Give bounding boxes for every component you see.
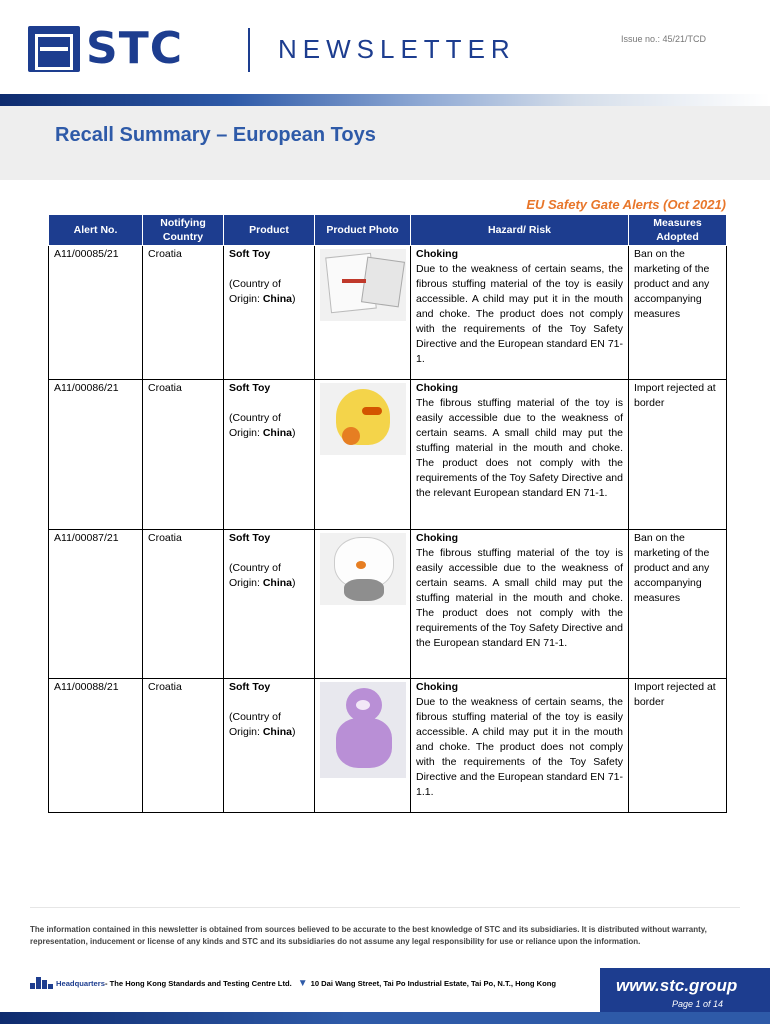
product-name: Soft Toy <box>229 532 271 544</box>
notifying-country: Croatia <box>143 380 224 530</box>
stc-logo-icon <box>28 26 80 72</box>
hq-label: Headquarters <box>56 978 105 988</box>
origin-suffix: ) <box>292 293 296 305</box>
hazard-title: Choking <box>416 532 458 544</box>
location-pin-icon: ▼ <box>297 977 308 989</box>
product-cell <box>224 380 315 530</box>
hazard-cell <box>411 380 629 530</box>
hq-company: - The Hong Kong Standards and Testing Centre Ltd. <box>104 978 292 988</box>
table-row <box>49 246 727 380</box>
alert-number: A11/00087/21 <box>49 530 143 679</box>
hazard-description: Due to the weakness of certain seams, the fibrous stuffing material of the toy is easily accessible. A child may put it in the mouth and choke. The product does not comply with the requirements of the Toy Safety Directive and the European standard EN 71-1. <box>416 263 623 365</box>
photo-cell <box>315 679 411 813</box>
table-row <box>49 679 727 813</box>
section-heading: EU Safety Gate Alerts (Oct 2021) <box>526 197 726 212</box>
product-name: Soft Toy <box>229 382 271 394</box>
alert-number: A11/00085/21 <box>49 246 143 380</box>
origin-country: China <box>262 726 293 738</box>
col-header-product: Product <box>224 215 315 246</box>
col-header-hazard: Hazard/ Risk <box>411 215 629 246</box>
photo-cell <box>315 246 411 380</box>
col-header-country: Notifying Country <box>143 215 224 246</box>
hazard-description: The fibrous stuffing material of the toy is easily accessible due to the weakness of certain seams. A small child may put the stuffing material in the mouth and choke. The product does not comply with the requirements of the Toy Safety Directive and the European standard EN 71-1. <box>416 547 623 649</box>
hazard-description: The fibrous stuffing material of the toy is easily accessible due to the weakness of certain seams. A small child may put the stuffing material in the mouth and choke. The product does not comply with the requirements of the Toy Safety Directive and the relevant European standard EN 71-1. <box>416 397 623 499</box>
product-photo <box>320 682 406 778</box>
origin-suffix: ) <box>292 427 296 439</box>
notifying-country: Croatia <box>143 246 224 380</box>
photo-cell <box>315 530 411 679</box>
origin-prefix: (Country of Origin: <box>229 412 281 439</box>
page-title: Recall Summary – European Toys <box>55 124 376 146</box>
header-band <box>0 94 770 106</box>
photo-cell <box>315 380 411 530</box>
origin-prefix: (Country of Origin: <box>229 711 281 738</box>
hazard-cell <box>411 679 629 813</box>
page-number: Page 1 of 14 <box>672 999 724 1009</box>
hazard-title: Choking <box>416 681 458 693</box>
website-link[interactable]: www.stc.group <box>616 976 738 995</box>
measures-adopted: Import rejected at border <box>629 380 727 530</box>
hazard-cell <box>411 246 629 380</box>
origin-suffix: ) <box>292 577 296 589</box>
disclaimer-text: The information contained in this newsletter is obtained from sources believed to be accurate to the best knowledge of STC and its subsidiaries. It is distributed without warranty, representation, inducement or license of any kinds and STC and its subsidiaries do not assume any legal responsibility for use or reliance upon the information. <box>30 925 707 946</box>
measures-adopted: Ban on the marketing of the product and any accompanying measures <box>629 530 727 679</box>
product-name: Soft Toy <box>229 248 271 260</box>
headquarters-line <box>30 977 556 989</box>
notifying-country: Croatia <box>143 679 224 813</box>
hazard-cell <box>411 530 629 679</box>
measures-adopted: Ban on the marketing of the product and any accompanying measures <box>629 246 727 380</box>
product-name: Soft Toy <box>229 681 271 693</box>
page-header <box>0 0 770 96</box>
product-cell <box>224 679 315 813</box>
origin-country: China <box>262 293 293 305</box>
alert-number: A11/00086/21 <box>49 380 143 530</box>
origin-suffix: ) <box>292 726 296 738</box>
table-header-row <box>49 215 727 246</box>
table-row <box>49 530 727 679</box>
table-row <box>49 380 727 530</box>
hq-address: 10 Dai Wang Street, Tai Po Industrial Estate, Tai Po, N.T., Hong Kong <box>310 978 557 988</box>
origin-prefix: (Country of Origin: <box>229 562 281 589</box>
hazard-title: Choking <box>416 382 458 394</box>
col-header-measures: Measures Adopted <box>629 215 727 246</box>
col-header-alert: Alert No. <box>49 215 143 246</box>
hazard-description: Due to the weakness of certain seams, the fibrous stuffing material of the toy is easily accessible. A child may put it in the mouth and choke. The product does not comply with the requirements of the Toy Safety Directive and the European standard EN 71-1.1. <box>416 696 623 798</box>
header-divider <box>248 28 250 72</box>
product-cell <box>224 530 315 679</box>
brand-name: STC <box>86 23 183 74</box>
alert-number: A11/00088/21 <box>49 679 143 813</box>
product-photo <box>320 249 406 321</box>
footer-band <box>0 1012 770 1024</box>
stc-logo <box>28 23 183 74</box>
col-header-photo: Product Photo <box>315 215 411 246</box>
recall-table <box>48 214 727 813</box>
footer-divider <box>30 907 740 908</box>
newsletter-label: NEWSLETTER <box>278 34 516 64</box>
notifying-country: Croatia <box>143 530 224 679</box>
origin-prefix: (Country of Origin: <box>229 278 281 305</box>
hazard-title: Choking <box>416 248 458 260</box>
product-cell <box>224 246 315 380</box>
issue-number: Issue no.: 45/21/TCD <box>621 34 707 44</box>
origin-country: China <box>262 577 293 589</box>
product-photo <box>320 533 406 605</box>
building-icon <box>30 977 52 989</box>
measures-adopted: Import rejected at border <box>629 679 727 813</box>
product-photo <box>320 383 406 455</box>
origin-country: China <box>262 427 293 439</box>
